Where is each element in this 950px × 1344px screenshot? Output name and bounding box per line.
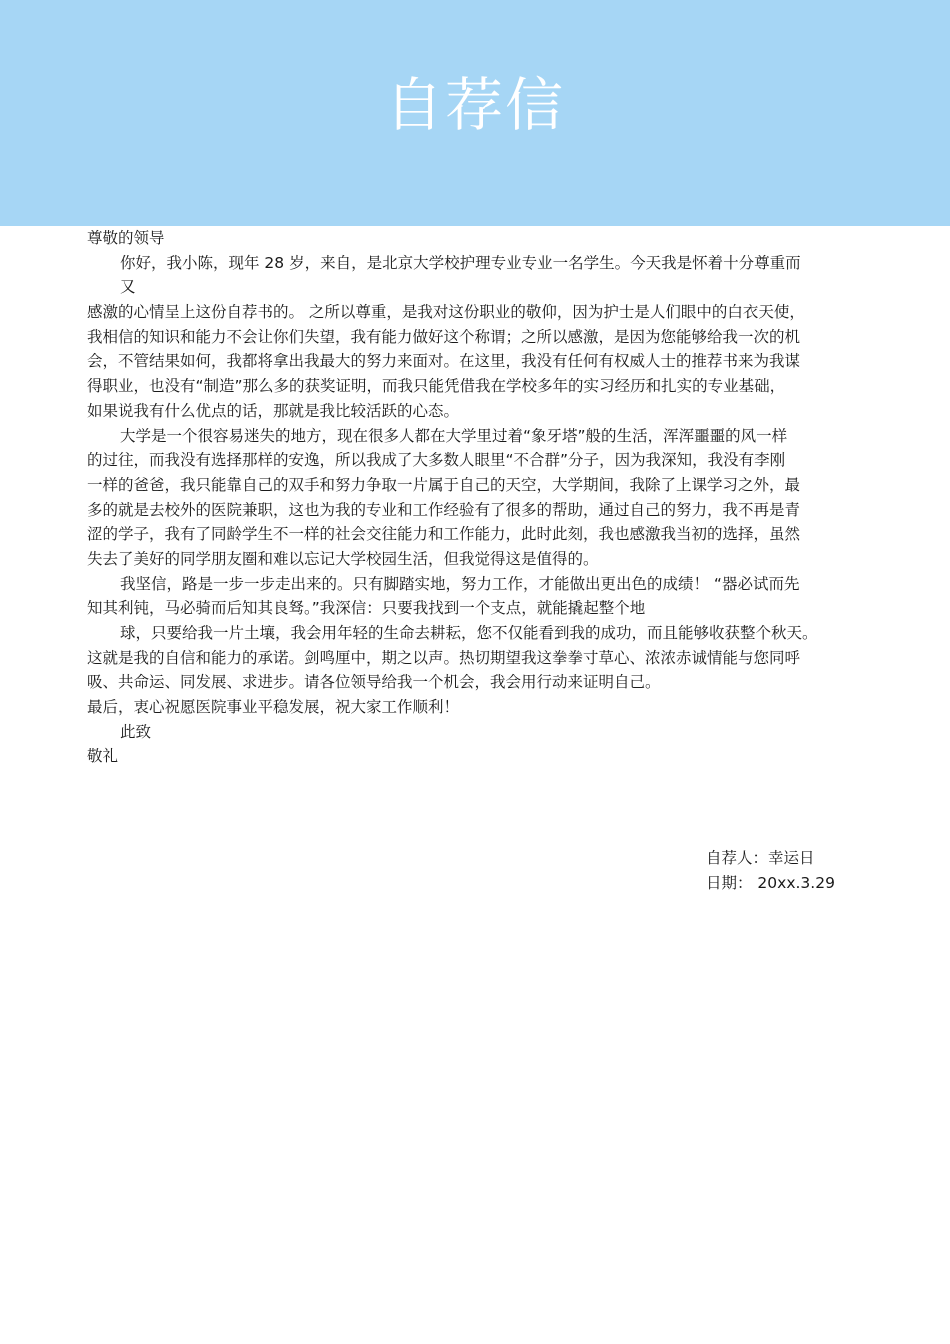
letter-date: 日期： 20xx.3.29 [706, 873, 835, 892]
letter-line: 最后，衷心祝愿医院事业平稳发展，祝大家工作顺利！ [87, 698, 460, 717]
letter-line: 的过往，而我没有选择那样的安逸，所以我成了大多数人眼里“不合群”分子，因为我深知，我没有李刚 [87, 451, 786, 470]
letter-line: 一样的爸爸，我只能靠自己的双手和努力争取一片属于自己的天空，大学期间，我除了上课学习之外，最 [87, 475, 801, 494]
letter-line: 知其利钝，马必骑而后知其良驽。”我深信：只要我找到一个支点，就能撬起整个地 [87, 599, 646, 618]
signature-block [706, 846, 835, 895]
salutation: 尊敬的领导 [87, 229, 165, 247]
letter-line: 得职业，也没有“制造”那么多的获奖证明，而我只能凭借我在学校多年的实习经历和扎实的专业基础， [87, 377, 786, 396]
letter-line: 多的就是去校外的医院兼职，这也为我的专业和工作经验有了很多的帮助，通过自己的努力，我不再是青 [87, 500, 801, 519]
letter-line: 又 [120, 278, 136, 297]
letter-body [87, 226, 867, 769]
letter-line: 这就是我的自信和能力的承诺。剑鸣厘中，期之以声。热切期望我这拳拳寸草心、浓浓赤诚情能与您同呼 [87, 648, 801, 667]
closing-phrase: 此致 [120, 722, 152, 741]
letter-line: 大学是一个很容易迷失的地方，现在很多人都在大学里过着“象牙塔”般的生活，浑浑噩噩的风一样 [120, 426, 788, 445]
letter-line: 会，不管结果如何，我都将拿出我最大的努力来面对。在这里，我没有任何有权威人士的推荐书来为我谋 [87, 352, 801, 371]
document-title: 自荐信 [384, 71, 565, 139]
letter-line: 你好，我小陈，现年 28 岁，来自，是北京大学校护理专业专业一名学生。今天我是怀着十分尊重而 [120, 253, 801, 272]
letter-line: 吸、共命运、同发展、求进步。请各位领导给我一个机会，我会用行动来证明自己。 [87, 673, 661, 692]
letter-line: 球，只要给我一片土壤，我会用年轻的生命去耕耘，您不仅能看到我的成功，而且能够收获整个秋天。 [120, 624, 818, 642]
recommender-name: 自荐人：幸运日 [706, 849, 815, 867]
letter-line: 我相信的知识和能力不会让你们失望，我有能力做好这个称谓；之所以感激，是因为您能够给我一次的机 [87, 327, 801, 346]
letter-line: 涩的学子，我有了同龄学生不一样的社会交往能力和工作能力，此时此刻，我也感激我当初的选择，虽然 [87, 525, 801, 544]
header-banner [0, 0, 950, 226]
letter-line: 感激的心情呈上这份自荐书的。 之所以尊重，是我对这份职业的敬仰，因为护士是人们眼中的白衣天使， [87, 303, 805, 322]
letter-line: 我坚信，路是一步一步走出来的。只有脚踏实地，努力工作，才能做出更出色的成绩！ “器必试而先 [120, 574, 800, 593]
letter-line: 失去了美好的同学朋友圈和难以忘记大学校园生活，但我觉得这是值得的。 [87, 549, 599, 568]
letter-line: 如果说我有什么优点的话，那就是我比较活跃的心态。 [87, 401, 460, 420]
closing-salute: 敬礼 [87, 747, 119, 766]
